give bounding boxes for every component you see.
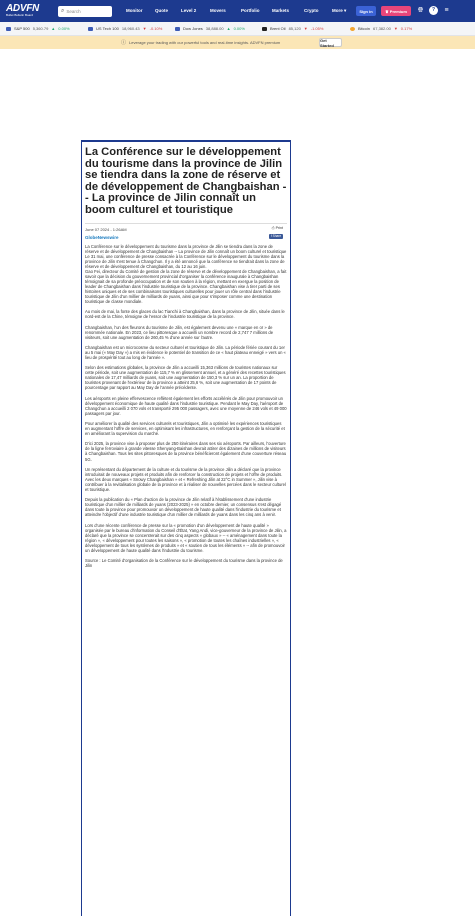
paragraph: Le 31 mai, une conférence de presse consacrée à la Conférence sur le développement du tourisme dans la province de Jilin s'est tenue à Changchun. Il y a été annoncé que la conférence se tiendrait dans la zone de réserve et de développement de Changbaishan, du 12 au 16 juin. (85, 253, 285, 269)
article (81, 140, 291, 916)
up-arrow-icon: ▲ (226, 26, 231, 31)
nav-link-markets[interactable]: Markets (272, 8, 290, 13)
nav-link-quote[interactable]: Quote (155, 8, 168, 13)
paragraph: Gao Fei, directeur du Comité de gestion de la zone de réserve et de développement de Changbaishan, a fait savoir que la décision du gouvernement provincial d'organiser la conférence inaugurale à Changbaishan témoignait de sa profonde préoccupation et de son soutien à la région, mettant en exergue la position de leader de Changbaishan dans l'industrie touristique de la province. Changbaishan vise à tirer parti de ses histoires uniques et de ses combinaisons touristiques culturelles pour jouer un rôle central dans l'industrie touristique de Jilin d'un millier de milliards de yuans, ainsi que pour s'imposer comme une destination touristique de classe mondiale. (85, 268, 287, 305)
get-started-button[interactable]: Get Started (319, 38, 342, 47)
nav-link-movers[interactable]: Movers (210, 8, 226, 13)
down-arrow-icon: ▼ (142, 26, 147, 31)
paragraph: D'ici 2025, la province vise à proposer plus de 250 itinéraires dans ses six aéroports. Par ailleurs, l'ouverture de la ligne ferroviaire à grande vitesse Shenyang-Baishan devrait attirer des dizaines de millions de visiteurs à Changbaishan. Tous les sites pittoresques de la province bénéficieront également d'une couverture réseau 5G. (85, 441, 287, 462)
paragraph: Un représentant du département de la culture et du tourisme de la province Jilin a déclaré que la province introduirait de nouveaux projets et produits afin de renforcer la construction de projets et l'offre de produits. Avec les deux marques « Snowy Changbaishan » et « Refreshing Jilin at 22°C in Summer », Jilin vise à contribuer à la revitalisation globale de la province et à réaliser de nouvelles percées dans le secteur culturel et touristique. (85, 466, 286, 492)
paragraph: Au mois de mai, la fonte des glaces du lac Tianchi à Changbaishan, dans la province de Jilin, située dans le nord-est de la Chine, témoigne de l'essor de l'industrie touristique de la province. (85, 309, 285, 320)
facebook-icon: f (270, 234, 272, 239)
us-flag-icon (6, 27, 11, 31)
help-icon[interactable]: ? (429, 6, 438, 15)
article-body (85, 244, 287, 569)
hamburger-icon[interactable]: ≡ (444, 7, 449, 14)
article-meta (85, 223, 287, 241)
signin-button[interactable]: Sign in (356, 6, 376, 16)
up-arrow-icon: ▲ (51, 26, 56, 31)
search-icon: ⌕ (61, 8, 65, 14)
crown-icon: ♛ (385, 8, 389, 14)
paragraph: Changbaishan, l'un des fleurons du tourisme de Jilin, est également devenu une « marque en or » de renommée nationale. En 2023, ce lieu pittoresque a accueilli un nombre record de 2,747 7 millions de visiteurs, soit une augmentation de 260,45 % d'une année sur l'autre. (85, 324, 274, 340)
article-date: June 07 2024 - 1:26AM (85, 226, 127, 232)
premium-button[interactable]: ♛ Premium (381, 6, 411, 16)
down-arrow-icon: ▼ (393, 26, 398, 31)
article-source[interactable]: GlobeNewswire (85, 234, 119, 240)
bitcoin-icon (350, 27, 355, 31)
us-flag-icon (88, 27, 93, 31)
paragraph: Pour améliorer la qualité des services culturels et touristiques, Jilin a optimisé les expériences touristiques en augmentant l'offre de services, en optimisant les infrastructures, en renforçant la gestion de la sécurité et en améliorant la supervision du marché. (85, 421, 285, 437)
advfn-logo[interactable]: ADVFN Bullet Bulletin Board (6, 3, 39, 17)
paragraph: Source : Le Comité d'organisation de la Conférence sur le développement du tourisme dans la province de Jilin (85, 558, 283, 569)
top-nav (0, 0, 475, 22)
ticker-item[interactable]: S&P 500 5,360.79 ▲ 0.00% (6, 26, 70, 31)
share-button[interactable]: f Share (270, 234, 282, 239)
globe-icon[interactable]: 🌐︎ (417, 7, 424, 14)
nav-link-level2[interactable]: Level 2 (181, 8, 197, 13)
paragraph: Lors d'une récente conférence de presse sur la « promotion d'un développement de haute qualité » organisée par le bureau d'information du Conseil d'État, Yang Andi, vice-gouverneur de la province de Jilin, a déclaré que la province se concentrerait sur des cinq aspects « globaux » -- « aménagement dans toute la région », « développement pour toutes les saisons », « promotion de toutes les chaînes industrielles », « développement de tous les systèmes de produits » et « soutien de tous les éléments » -- afin de promouvoir un développement de haute qualité dans l'industrie du tourisme. (85, 522, 287, 553)
print-button[interactable]: ⎙ Print (271, 225, 283, 230)
ticker-item[interactable]: Bitcoin 67,382.00 ▼ 0.17% (350, 26, 412, 31)
paragraph: La Conférence sur le développement du tourisme dans la province de Jilin se tiendra dans la zone de réserve et de développement de Changbaishan -- La province de Jilin connaît un boom culturel et touristique (85, 243, 287, 254)
paragraph: Les aéroports en pleine effervescence reflètent également les efforts accélérés de Jilin pour promouvoir un développement économique de haute qualité dans l'industrie touristique. Pendant le May Day, l'aéroport de Changchun a accueilli 2 070 vols et transporté 295 000 passagers, avec une moyenne de 246 vols et 49 000 passagers par jour. (85, 395, 287, 416)
info-icon: ⓘ (121, 40, 127, 46)
nav-link-crypto[interactable]: Crypto (304, 8, 319, 13)
paragraph: Depuis la publication du « Plan d'action de la province de Jilin relatif à l'établissement d'une industrie touristique d'un millier de milliards de yuans (2023-2025) » en octobre dernier, un consensus s'est dégagé dans toute la province pour promouvoir un développement de haute qualité dans l'industrie du tourisme et atteindre l'objectif d'une industrie touristique d'un millier de milliards de yuans dans les cinq ans à venir. (85, 497, 282, 518)
ticker-item[interactable]: US Tech 100 18,960.43 ▼ -0.10% (88, 26, 162, 31)
print-icon: ⎙ (271, 225, 275, 230)
ticker-item[interactable]: Dow Jones 38,888.00 ▲ 0.00% (175, 26, 245, 31)
paragraph: Selon des estimations globales, la province de Jilin a accueilli 15,363 millions de touristes nationaux sur cette période, soit une augmentation de 115,7 % en glissement annuel, et a généré des recettes touristiques nationales de 17,47 milliards de yuans, soit une augmentation de 150,3 % sur un an. La proportion de touristes provenant de l'extérieur de la province a atteint 25,6 %, soit une augmentation de 17 points de pourcentage par rapport au May Day de l'année précédente. (85, 365, 286, 391)
promo-text: Leverage your trading with our powerful tools and real-time insights. ADVFN premium (129, 40, 281, 45)
search-input[interactable] (58, 6, 112, 17)
nav-link-monitor[interactable]: Monitor (126, 8, 143, 13)
paragraph: Changbaishan est un microcosme du secteur culturel et touristique de Jilin. La période fériée courant du 1er au 5 mai (« May Day ») a mis en évidence le potentiel de transition de ce « haut plateau enneigé » vers un « lieu de prospérité tout au long de l'année ». (85, 344, 286, 361)
nav-link-more[interactable]: More ▾ (332, 8, 347, 13)
market-ticker (0, 22, 475, 36)
promo-banner (0, 36, 475, 49)
oil-drop-icon (262, 27, 267, 31)
us-flag-icon (175, 27, 180, 31)
ticker-item[interactable]: Brent Oil 85,120 ▼ -1.05% (262, 26, 323, 31)
nav-link-portfolio[interactable]: Portfolio (241, 8, 260, 13)
search-placeholder: Search (66, 9, 81, 14)
article-headline: La Conférence sur le développement du tourisme dans la province de Jilin se tiendra dans la zone de réserve et de développement de Changbaishan -- La province de Jilin connaît un boom culturel et touristique (85, 146, 287, 216)
chevron-down-icon: ▾ (344, 8, 347, 13)
down-arrow-icon: ▼ (303, 26, 308, 31)
